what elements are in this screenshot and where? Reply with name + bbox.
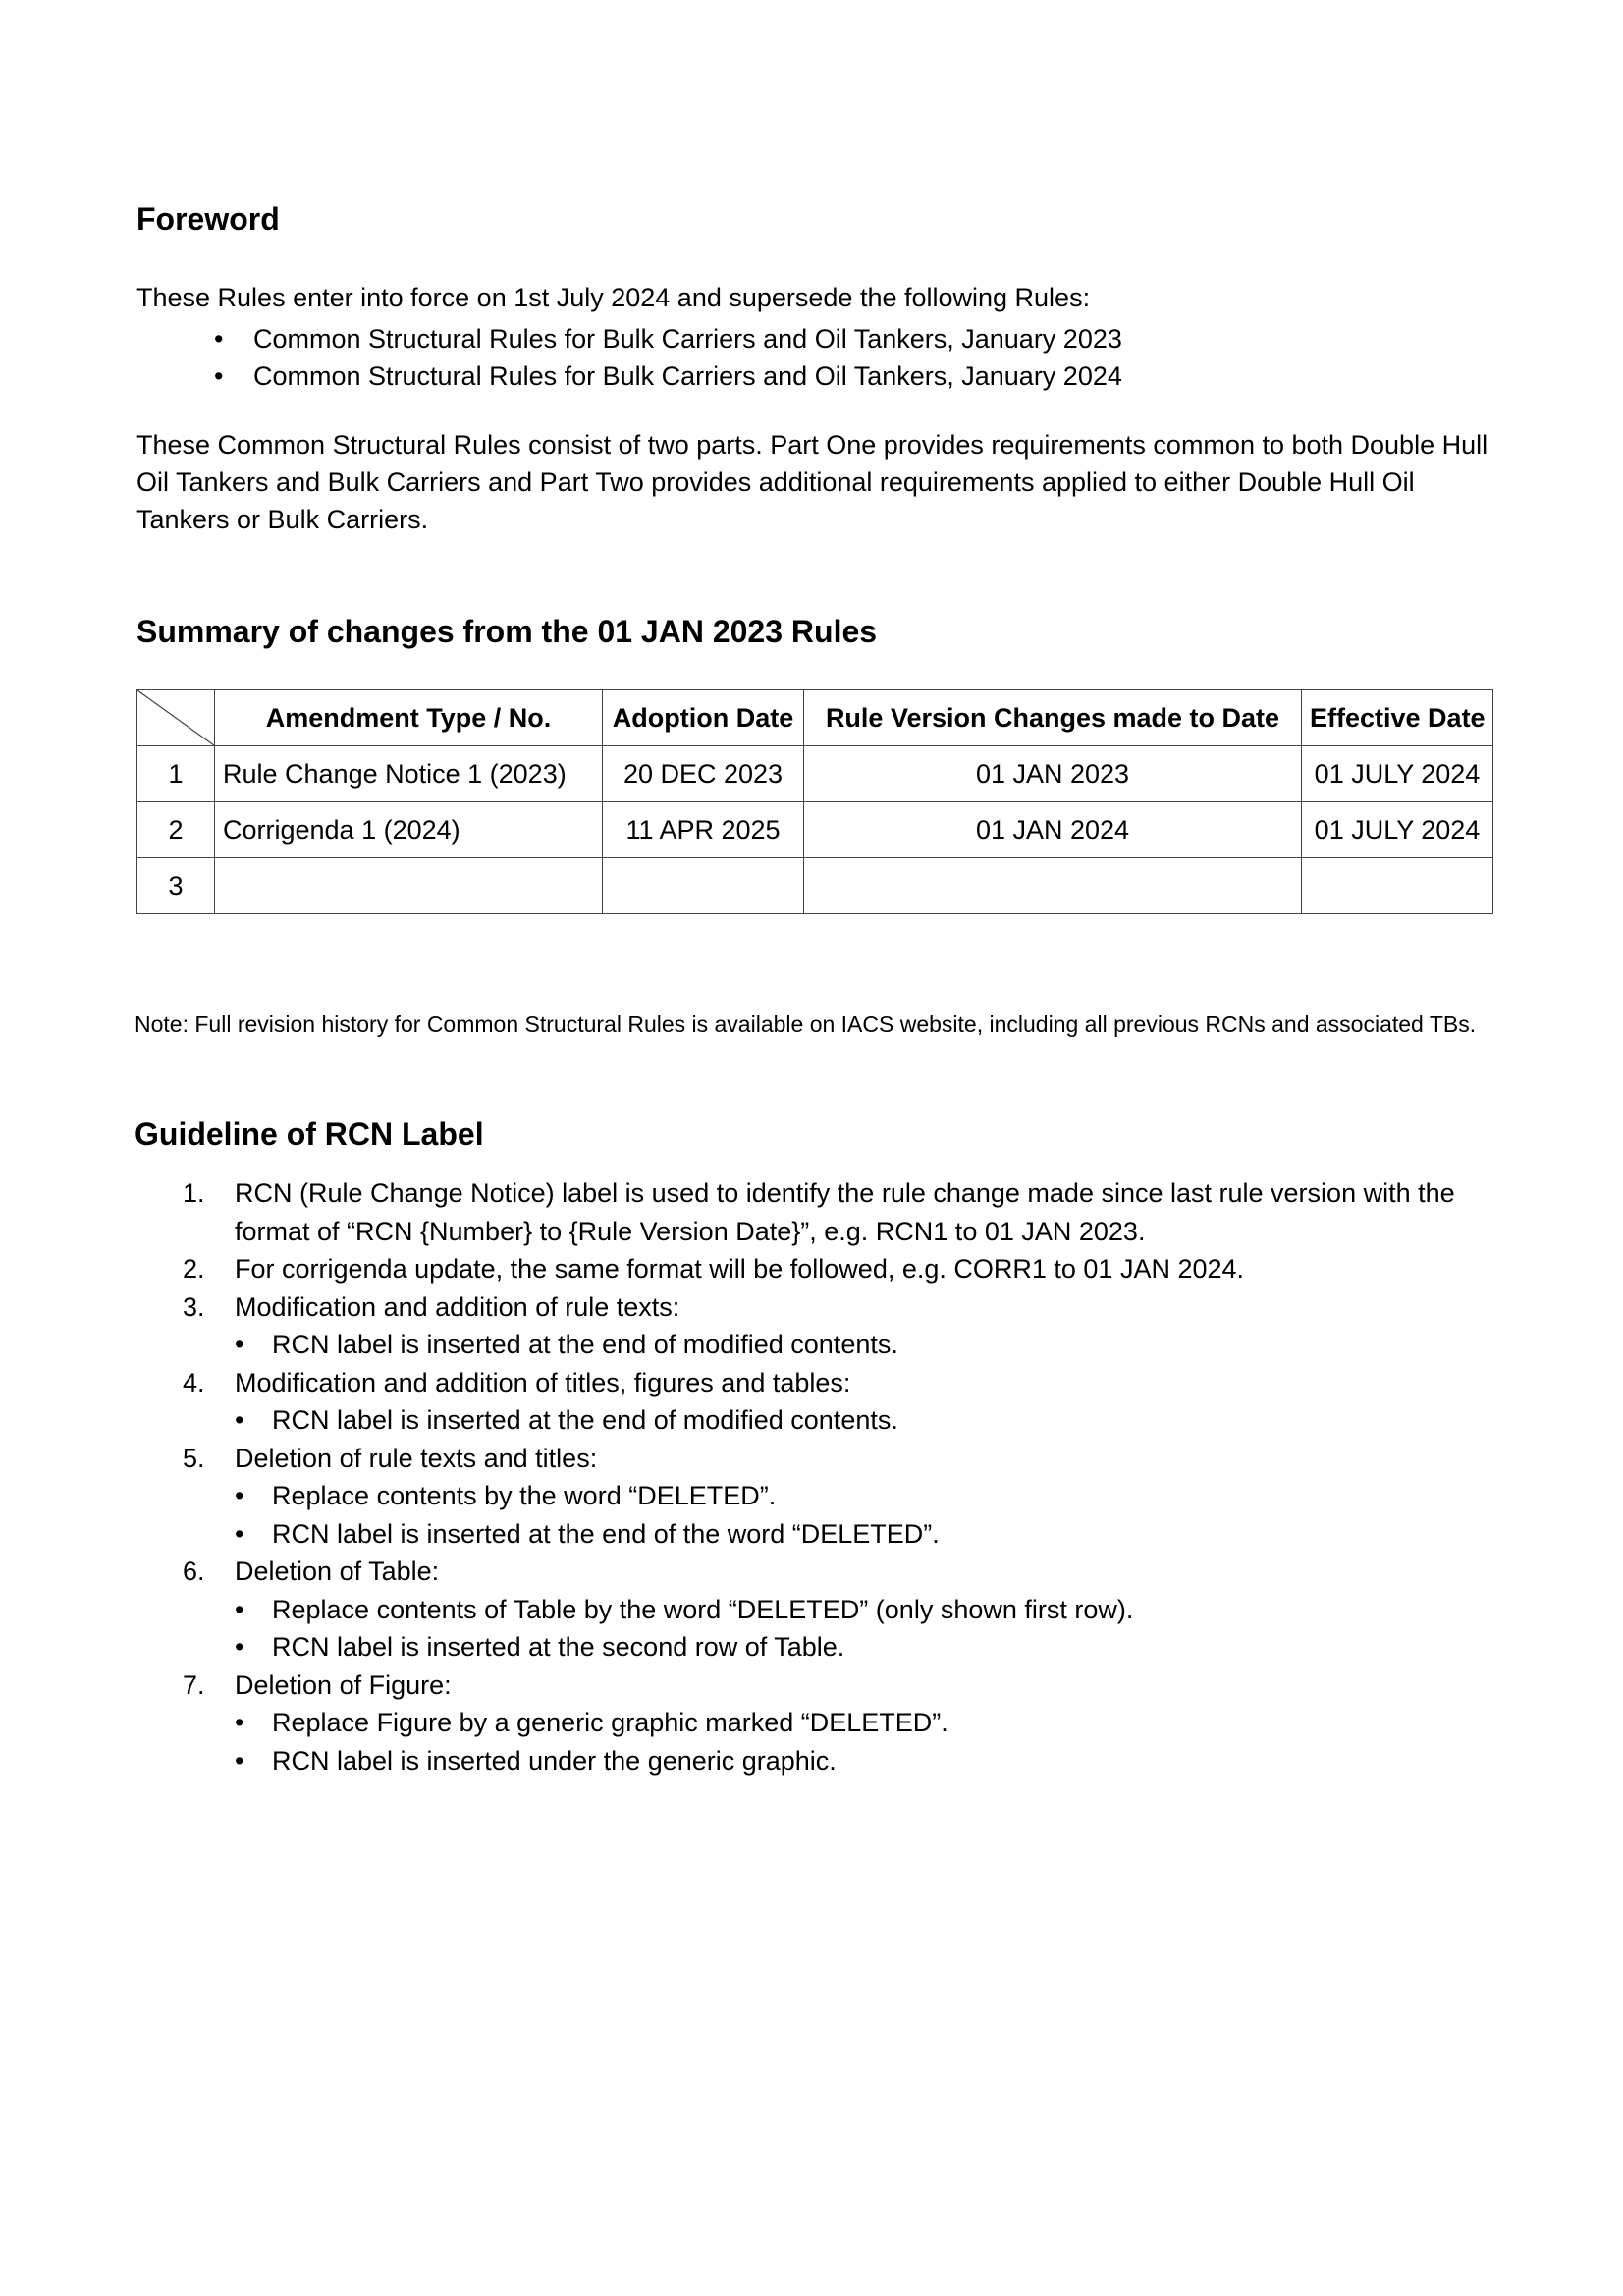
bullet-icon: •	[235, 1481, 244, 1510]
row-number: 2	[137, 802, 215, 858]
adoption-date-cell	[603, 858, 804, 914]
list-item: 5. Deletion of rule texts and titles: • Replace contents by the word “DELETED”. • RCN label is inserted at the end of the word “DELETED”.	[183, 1440, 1508, 1554]
bullet-icon: •	[235, 1708, 244, 1737]
summary-heading: Summary of changes from the 01 JAN 2023 Rules	[136, 614, 878, 649]
rule-version-cell: 01 JAN 2024	[804, 802, 1302, 858]
foreword-heading: Foreword	[136, 201, 280, 237]
sub-list-item: • Replace contents by the word “DELETED”.	[235, 1477, 1508, 1515]
sub-list	[235, 1704, 1508, 1779]
table-row	[137, 802, 1493, 858]
header-rule-version: Rule Version Changes made to Date	[804, 690, 1302, 746]
sub-list-item: • RCN label is inserted at the end of the word “DELETED”.	[235, 1515, 1508, 1554]
table-header-row	[137, 690, 1493, 746]
sub-list-item: • Replace contents of Table by the word “DELETED” (only shown first row).	[235, 1591, 1508, 1629]
table-row	[137, 746, 1493, 802]
list-item: • Common Structural Rules for Bulk Carriers and Oil Tankers, January 2023	[214, 320, 1122, 357]
summary-of-changes-table	[136, 689, 1493, 914]
row-number: 1	[137, 746, 215, 802]
list-item: 7. Deletion of Figure: • Replace Figure by a generic graphic marked “DELETED”. • RCN label is inserted under the generic graphic.	[183, 1667, 1508, 1780]
foreword-parts-text: These Common Structural Rules consist of two parts. Part One provides requirements common to both Double Hull Oil Tankers and Bulk Carriers and Part Two provides additional requirements applied to either Double Hull Oil Tankers or Bulk Carriers.	[136, 430, 1488, 534]
header-effective-date: Effective Date	[1302, 690, 1493, 746]
effective-date-cell: 01 JULY 2024	[1302, 746, 1493, 802]
bullet-icon: •	[235, 1594, 244, 1624]
superseded-rules-list	[214, 320, 1122, 395]
list-item: 3. Modification and addition of rule texts: • RCN label is inserted at the end of modified contents.	[183, 1288, 1508, 1364]
bullet-icon: •	[235, 1405, 244, 1435]
bullet-icon: •	[235, 1745, 244, 1776]
effective-date-cell	[1302, 858, 1493, 914]
bullet-icon: •	[235, 1518, 244, 1549]
sub-list	[235, 1591, 1508, 1667]
sub-list	[235, 1326, 1508, 1364]
table-row	[137, 858, 1493, 914]
sub-list-item: • RCN label is inserted at the end of modified contents.	[235, 1401, 1508, 1440]
revision-history-note: Note: Full revision history for Common Structural Rules is available on IACS website, including all previous RCNs and associated TBs.	[135, 1011, 1477, 1037]
sub-list-item: • RCN label is inserted at the end of modified contents.	[235, 1326, 1508, 1364]
list-item: 4. Modification and addition of titles, figures and tables: • RCN label is inserted at the end of modified contents.	[183, 1364, 1508, 1440]
rule-version-cell: 01 JAN 2023	[804, 746, 1302, 802]
list-item: 1. RCN (Rule Change Notice) label is used to identify the rule change made since last rule version with the format of “RCN {Number} to {Rule Version Date}”, e.g. RCN1 to 01 JAN 2023.	[183, 1178, 1455, 1246]
bullet-icon: •	[235, 1330, 244, 1359]
guideline-list	[183, 1175, 1508, 1779]
list-item: • Common Structural Rules for Bulk Carriers and Oil Tankers, January 2024	[214, 357, 1122, 395]
row-number: 3	[137, 858, 215, 914]
amendment-cell: Corrigenda 1 (2024)	[215, 802, 603, 858]
adoption-date-cell: 20 DEC 2023	[603, 746, 804, 802]
diagonal-header-cell	[137, 690, 215, 746]
amendment-cell	[215, 858, 603, 914]
foreword-intro: These Rules enter into force on 1st July 2024 and supersede the following Rules:	[136, 283, 1091, 312]
bullet-icon: •	[214, 324, 224, 354]
effective-date-cell: 01 JULY 2024	[1302, 802, 1493, 858]
diagonal-line-icon	[137, 690, 214, 745]
sub-list	[235, 1477, 1508, 1553]
rule-version-cell	[804, 858, 1302, 914]
sub-list	[235, 1401, 1508, 1440]
amendment-cell: Rule Change Notice 1 (2023)	[215, 746, 603, 802]
list-item: 6. Deletion of Table: • Replace contents of Table by the word “DELETED” (only shown first row). • RCN label is inserted at the second row of Table.	[183, 1553, 1508, 1667]
bullet-icon: •	[235, 1632, 244, 1662]
sub-list-item: • Replace Figure by a generic graphic marked “DELETED”.	[235, 1704, 1508, 1742]
guideline-heading: Guideline of RCN Label	[135, 1117, 484, 1152]
sub-list-item: • RCN label is inserted at the second row of Table.	[235, 1628, 1508, 1667]
sub-list-item: • RCN label is inserted under the generic graphic.	[235, 1742, 1508, 1780]
header-amendment: Amendment Type / No.	[215, 690, 603, 746]
adoption-date-cell: 11 APR 2025	[603, 802, 804, 858]
header-adoption-date: Adoption Date	[603, 690, 804, 746]
bullet-icon: •	[214, 361, 224, 391]
list-item: 2. For corrigenda update, the same format will be followed, e.g. CORR1 to 01 JAN 2024.	[183, 1254, 1245, 1284]
